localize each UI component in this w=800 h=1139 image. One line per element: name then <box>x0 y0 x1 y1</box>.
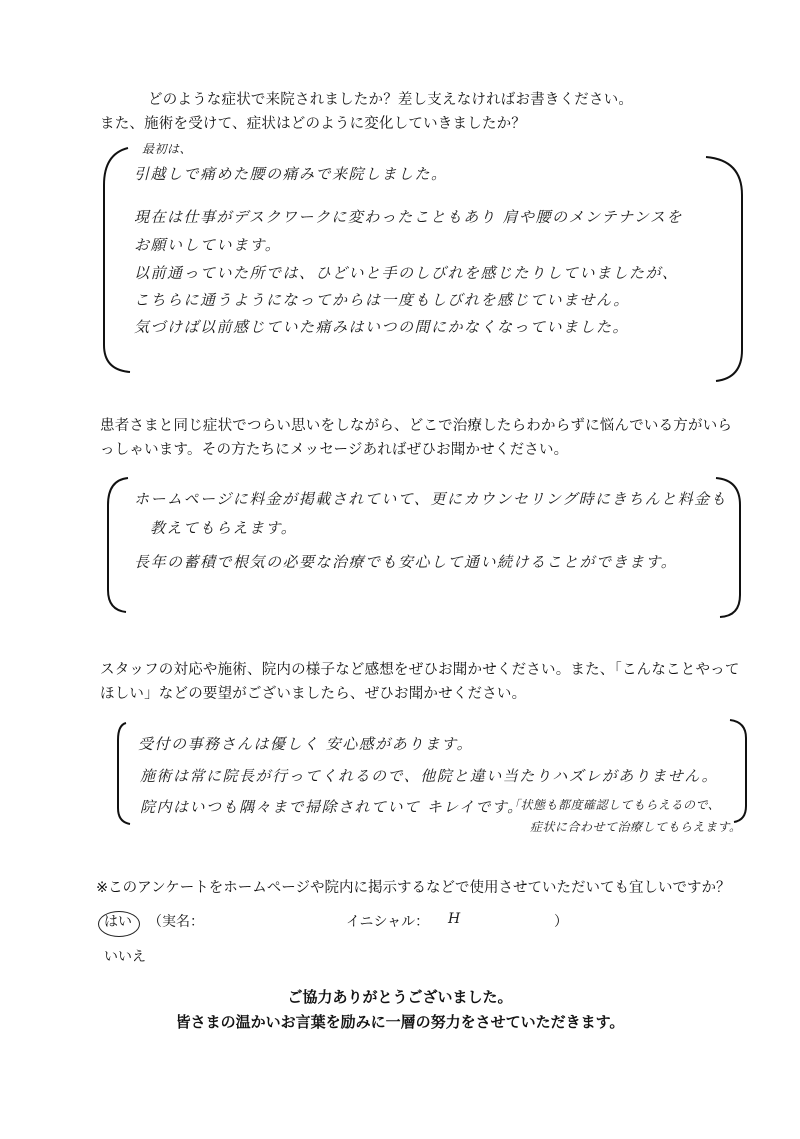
answer-1-line: 引越しで痛めた腰の痛みで来院しました。 <box>134 165 448 183</box>
answer-1-line: 以前通っていた所では、ひどいと手のしびれを感じたりしていましたが、 <box>134 264 679 282</box>
answer-2-line: ホームページに料金が掲載されていて、更にカウンセリング時にきちんと料金も <box>134 490 728 508</box>
initial-label: イニシャル： <box>346 914 430 930</box>
answer-3-line: 院内はいつも隅々まで掃除されていて キレイです。 <box>140 798 524 816</box>
real-name-label: （実名： <box>148 914 204 930</box>
question-3-line-1: スタッフの対応や施術、院内の様子など感想をぜひお聞かせください。また、「こんなことやって <box>100 662 740 678</box>
answer-1-line: お願いしています。 <box>134 236 282 254</box>
thanks-line-1: ご協力ありがとうございました。 <box>287 988 513 1006</box>
answer-3-note-line-1: 「状態も都度確認してもらえるので、 <box>508 798 721 812</box>
answer-2-line: 教えてもらえます。 <box>150 519 298 537</box>
answer-1-line: 気づけば以前感じていた痛みはいつの間にかなくなっていました。 <box>134 318 630 336</box>
thanks-line-2: 皆さまの温かいお言葉を励みに一層の努力をさせていただきます。 <box>175 1013 625 1031</box>
question-2 <box>100 414 765 462</box>
question-3-line-2: ほしい」などの要望がございましたら、ぜひお聞かせください。 <box>100 686 527 702</box>
consent-no-option[interactable]: いいえ <box>104 949 146 965</box>
consent-question: ※このアンケートをホームページや院内に掲示するなどで使用させていただいても宜しいですか？ <box>96 880 731 896</box>
consent-options <box>104 911 764 935</box>
question-2-line-1: 患者さまと同じ症状でつらい思いをしながら、どこで治療したらわからずに悩んでいる方がいら <box>100 418 733 434</box>
consent-yes-label: はい <box>104 914 132 930</box>
question-3 <box>100 658 765 706</box>
answer-1-line: こちらに通うようになってからは一度もしびれを感じていません。 <box>134 291 630 309</box>
close-paren: ） <box>554 914 568 930</box>
initial-value: H <box>448 911 462 927</box>
answer-2-line: 長年の蓄積で根気の必要な治療でも安心して通い続けることができます。 <box>134 553 678 571</box>
answer-3-line: 施術は常に院長が行ってくれるので、他院と違い当たりハズレがありません。 <box>140 767 719 785</box>
answer-3-note-line-2: 症状に合わせて治療してもらえます。 <box>530 820 742 834</box>
question-2-line-2: っしゃいます。その方たちにメッセージあればぜひお聞かせください。 <box>100 442 569 458</box>
answer-1-line: 現在は仕事がデスクワークに変わったこともあり 肩や腰のメンテナンスを <box>134 208 683 226</box>
consent-yes-option[interactable] <box>104 911 132 931</box>
answer-1-heading: 最初は、 <box>142 142 193 156</box>
answer-3-line: 受付の事務さんは優しく 安心感があります。 <box>138 735 474 753</box>
question-1-line-1: どのような症状で来院されましたか？差し支えなければお書きください。 <box>148 92 634 108</box>
question-1-line-2: また、施術を受けて、症状はどのように変化していきましたか？ <box>100 116 527 132</box>
